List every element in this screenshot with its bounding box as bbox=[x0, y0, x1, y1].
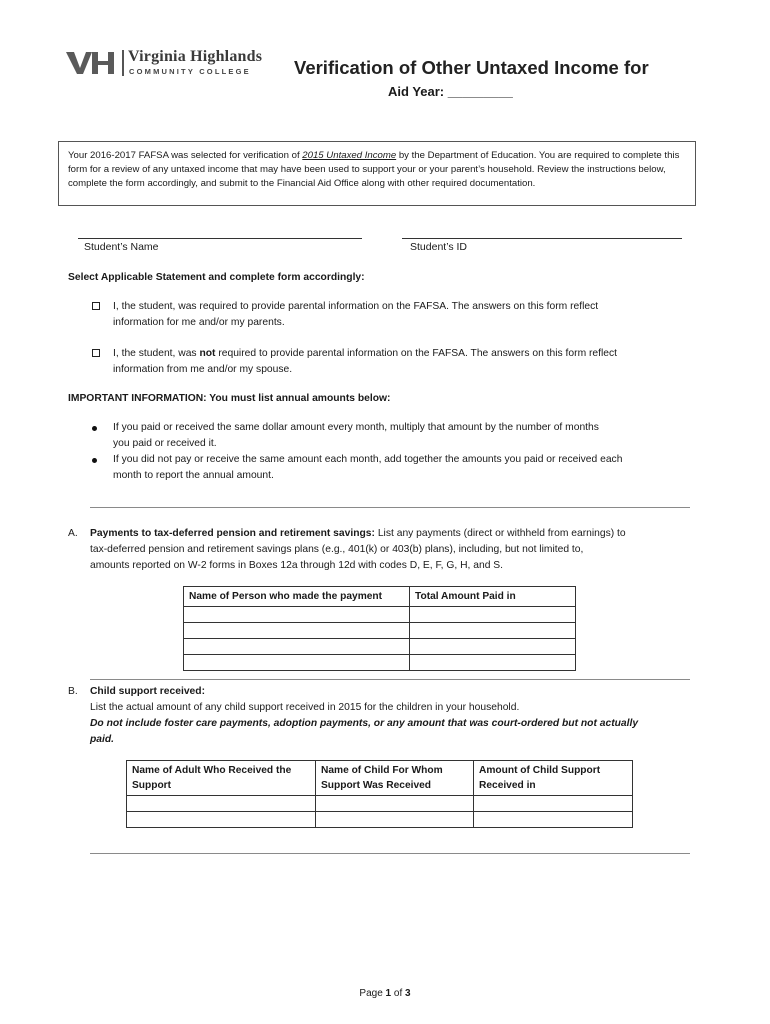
bullet-icon bbox=[92, 426, 97, 431]
logo-subtitle: COMMUNITY COLLEGE bbox=[129, 67, 251, 76]
table-row bbox=[184, 607, 576, 623]
table-row bbox=[184, 655, 576, 671]
table-cell[interactable] bbox=[410, 639, 576, 655]
table-row bbox=[184, 639, 576, 655]
table-cell[interactable] bbox=[316, 796, 474, 812]
section-a-letter: A. bbox=[68, 528, 78, 539]
table-cell[interactable] bbox=[184, 607, 410, 623]
option2-line2: information from me and/or my spouse. bbox=[113, 364, 293, 375]
bullet-icon bbox=[92, 458, 97, 463]
option2-not: not bbox=[199, 348, 216, 359]
section-b-warning-line2: paid. bbox=[90, 734, 115, 745]
table-cell[interactable] bbox=[127, 796, 316, 812]
table-cell[interactable] bbox=[184, 623, 410, 639]
header-line: Support bbox=[132, 780, 172, 791]
bullet1-line1: If you paid or received the same dollar amount every month, multiply that amount by the number of months bbox=[113, 422, 599, 433]
table-cell[interactable] bbox=[474, 812, 633, 828]
page-title: Verification of Other Untaxed Income for bbox=[294, 57, 649, 78]
section-b-heading: Child support received: bbox=[90, 686, 206, 697]
option1-line2: information for me and/or my parents. bbox=[113, 317, 285, 328]
section-b-letter: B. bbox=[68, 686, 78, 697]
bullet2-line1: If you did not pay or receive the same amount each month, add together the amounts you paid or received each bbox=[113, 454, 623, 465]
child-support-table bbox=[126, 760, 633, 828]
option2-line1-pre: I, the student, was bbox=[113, 348, 200, 359]
table-header-cell: Name of Person who made the payment bbox=[184, 587, 410, 607]
table-cell[interactable] bbox=[316, 812, 474, 828]
page-total: 3 bbox=[405, 988, 411, 999]
table-cell[interactable] bbox=[184, 655, 410, 671]
header-line: Received in bbox=[479, 780, 536, 791]
header-line: Name of Adult Who Received the bbox=[132, 765, 292, 776]
section-b-warning-line1: Do not include foster care payments, adoption payments, or any amount that was court-ordered but not actually bbox=[90, 718, 639, 729]
option2-line1 bbox=[113, 346, 617, 362]
section-a-heading: Payments to tax-deferred pension and retirement savings: bbox=[90, 528, 375, 539]
section-a-line1-rest: List any payments (direct or withheld from earnings) to bbox=[374, 528, 626, 539]
student-id-label: Student’s ID bbox=[410, 241, 468, 253]
divider bbox=[90, 679, 690, 680]
student-name-label: Student’s Name bbox=[84, 241, 159, 253]
student-name-line[interactable] bbox=[78, 238, 362, 239]
section-a-line2: tax-deferred pension and retirement savings plans (e.g., 401(k) or 403(b) plans), including, but not limited to, bbox=[90, 544, 584, 555]
select-heading: Select Applicable Statement and complete form accordingly: bbox=[68, 272, 365, 283]
page-pre: Page bbox=[359, 988, 386, 999]
option1-line1: I, the student, was required to provide parental information on the FAFSA. The answers on this form reflect bbox=[113, 301, 599, 312]
header-line: Amount of Child Support bbox=[479, 765, 601, 776]
table-header-cell: Total Amount Paid in bbox=[410, 587, 576, 607]
page-mid: of bbox=[391, 988, 406, 999]
table-header-cell bbox=[127, 761, 316, 796]
table-row bbox=[127, 812, 633, 828]
intro-text-part1: Your 2016-2017 FAFSA was selected for verification of bbox=[68, 150, 303, 161]
table-cell[interactable] bbox=[410, 607, 576, 623]
table-row bbox=[127, 796, 633, 812]
table-cell[interactable] bbox=[184, 639, 410, 655]
table-header-cell bbox=[316, 761, 474, 796]
header-line: Name of Child For Whom bbox=[321, 765, 443, 776]
option2-line1-post: required to provide parental information on the FAFSA. The answers on this form reflect bbox=[215, 348, 618, 359]
divider bbox=[90, 507, 690, 508]
page-current: 1 bbox=[385, 988, 392, 999]
bullet1-line2: you paid or received it. bbox=[113, 438, 217, 449]
no-parental-info-checkbox[interactable] bbox=[92, 349, 100, 357]
header-line: Support Was Received bbox=[321, 780, 432, 791]
bullet2-line2: month to report the annual amount. bbox=[113, 470, 274, 481]
page-number bbox=[0, 988, 770, 999]
table-header-row bbox=[184, 587, 576, 607]
intro-box bbox=[58, 141, 696, 206]
table-cell[interactable] bbox=[410, 655, 576, 671]
college-logo bbox=[66, 46, 266, 78]
table-cell[interactable] bbox=[127, 812, 316, 828]
intro-emphasis: 2015 Untaxed Income bbox=[302, 150, 397, 161]
vh-logo-mark-icon bbox=[66, 50, 118, 76]
intro-text-part2: by the Department of Education. You are required to complete this form for a review of any untaxed income that may have been used to support your or your parent’s household. Review the instructions below, complete the form accordingly, and submit to the Financial Aid Office along with other required documentation. bbox=[68, 150, 680, 189]
section-b-line1: List the actual amount of any child support received in 2015 for the children in your household. bbox=[90, 702, 520, 713]
student-id-line[interactable] bbox=[402, 238, 682, 239]
table-row bbox=[184, 623, 576, 639]
table-header-cell bbox=[474, 761, 633, 796]
section-a-line1 bbox=[90, 526, 626, 542]
divider bbox=[90, 853, 690, 854]
table-cell[interactable] bbox=[474, 796, 633, 812]
aid-year-field[interactable]: Aid Year: _________ bbox=[388, 84, 513, 99]
logo-separator bbox=[122, 50, 124, 76]
section-a-line3: amounts reported on W-2 forms in Boxes 12a through 12d with codes D, E, F, G, H, and S. bbox=[90, 560, 504, 571]
important-heading: IMPORTANT INFORMATION: You must list annual amounts below: bbox=[68, 393, 391, 404]
parental-info-checkbox[interactable] bbox=[92, 302, 100, 310]
table-cell[interactable] bbox=[410, 623, 576, 639]
table-header-row bbox=[127, 761, 633, 796]
pension-payments-table bbox=[183, 586, 576, 671]
logo-name: Virginia Highlands bbox=[128, 48, 263, 65]
